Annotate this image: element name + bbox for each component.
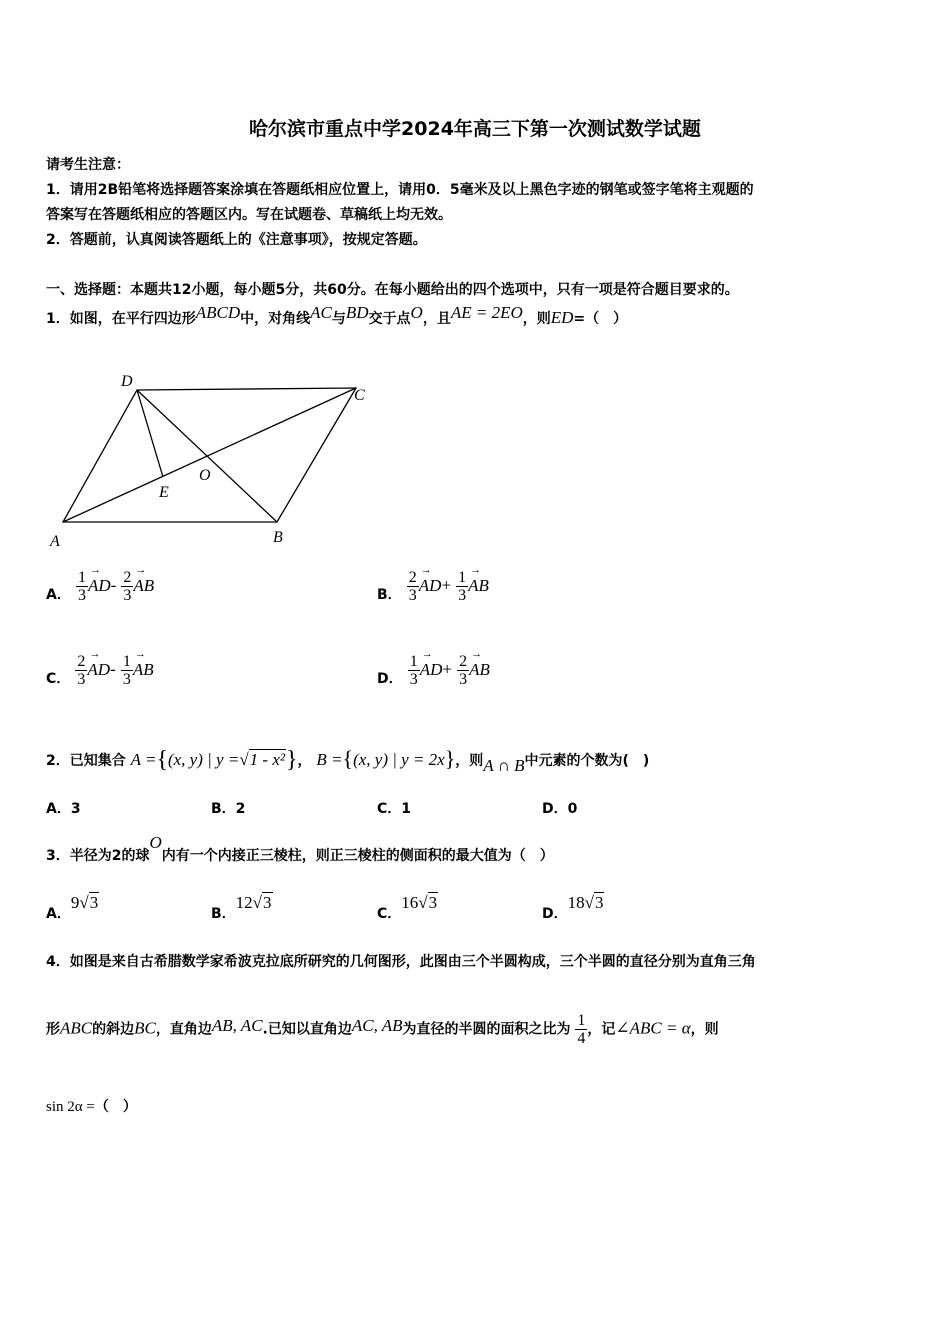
q3-option-a[interactable]: A．9√3	[46, 893, 99, 922]
point-label-o: O	[199, 467, 211, 484]
fraction: $\frac{2}{3}$	[123, 568, 132, 604]
parallelogram-figure	[40, 360, 380, 555]
fraction: $\frac{1}{3}$	[409, 652, 418, 688]
question-4-line-3: sin 2α =（ ）	[46, 1099, 137, 1115]
notice-line-1: 1．请用2B铅笔将选择题答案涂填在答题纸相应位置上，请用0．5毫米及以上黑色字迹的钢笔或签字笔将主观题的	[46, 182, 754, 198]
q1-option-a[interactable]: A． $\frac{1}{3}$ → AD- $\frac{2}{3}$ → AB	[46, 568, 154, 604]
notice-heading: 请考生注意：	[46, 157, 130, 173]
fraction: $\frac{1}{3}$	[458, 568, 467, 604]
question-2-stem: 2．已知集合 A ={(x, y) | y =√1 - x²}， B ={(x, y) | y = 2x}，则A ∩ B中元素的个数为( )	[46, 746, 650, 775]
diagonal-bd	[137, 390, 277, 522]
q1-option-b[interactable]: B． $\frac{2}{3}$ → AD+ $\frac{1}{3}$ → AB	[377, 568, 489, 604]
fraction: $\frac{2}{3}$	[77, 652, 86, 688]
fraction: $\frac{1}{4}$	[577, 1012, 586, 1047]
notice-line-2: 答案写在答题纸相应的答题区内。写在试题卷、草稿纸上均无效。	[46, 207, 452, 223]
q2-option-b[interactable]: B．2	[211, 801, 246, 817]
question-1-stem: 1．如图，在平行四边形ABCD中，对角线AC与BD交于点O，且AE = 2EO，则ED=（ ）	[46, 303, 628, 327]
fraction: $\frac{1}{3}$	[77, 568, 86, 604]
point-label-e: E	[159, 484, 169, 501]
section-heading: 一、选择题：本题共12小题，每小题5分，共60分。在每小题给出的四个选项中，只有一项是符合题目要求的。	[46, 282, 739, 298]
notice-line-3: 2．答题前，认真阅读答题纸上的《注意事项》，按规定答题。	[46, 232, 427, 248]
q1-option-c[interactable]: C． $\frac{2}{3}$ → AD- $\frac{1}{3}$ → AB	[46, 652, 154, 688]
q3-option-b[interactable]: B．12√3	[211, 893, 272, 922]
point-label-a: A	[50, 533, 60, 550]
question-3-stem: 3．半径为2的球O内有一个内接正三棱柱，则正三棱柱的侧面积的最大值为（ ）	[46, 833, 554, 864]
point-label-b: B	[273, 529, 283, 546]
q1-option-d[interactable]: D． $\frac{1}{3}$ → AD+ $\frac{2}{3}$ → AB	[377, 652, 490, 688]
point-label-c: C	[354, 387, 365, 404]
q3-option-c[interactable]: C．16√3	[377, 893, 438, 922]
q2-option-d[interactable]: D．0	[542, 801, 578, 817]
diagonal-ac	[63, 388, 356, 522]
q3-option-d[interactable]: D．18√3	[542, 893, 604, 922]
fraction: $\frac{1}{3}$	[122, 652, 131, 688]
point-label-d: D	[121, 373, 133, 390]
fraction: $\frac{2}{3}$	[459, 652, 468, 688]
question-4-line-2: 形ABC的斜边BC，直角边AB, AC.已知以直角边AC, AB为直径的半圆的面积之比为 $\frac{1}{4}$ ，记∠ABC = α，则	[46, 1012, 719, 1047]
fraction: $\frac{2}{3}$	[408, 568, 417, 604]
q2-option-c[interactable]: C．1	[377, 801, 412, 817]
page-title: 哈尔滨市重点中学2024年高三下第一次测试数学试题	[249, 118, 701, 140]
q2-option-a[interactable]: A．3	[46, 801, 81, 817]
question-4-line-1: 4．如图是来自古希腊数学家希波克拉底所研究的几何图形，此图由三个半圆构成，三个半圆的直径分别为直角三角	[46, 954, 756, 970]
